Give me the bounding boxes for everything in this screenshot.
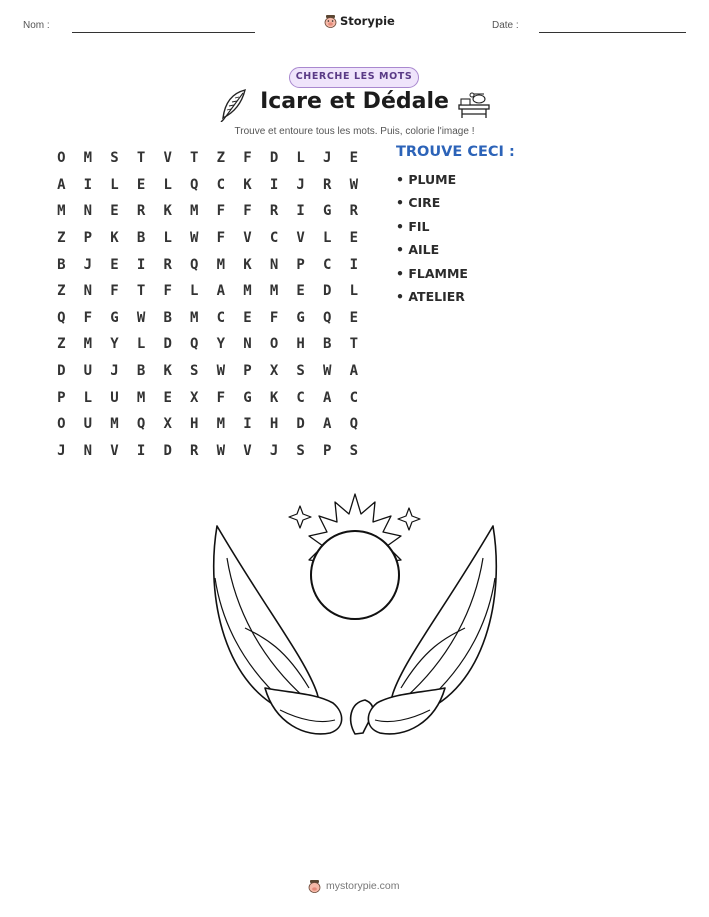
grid-letter[interactable]: L <box>349 283 359 300</box>
name-label: Nom : <box>23 20 50 31</box>
grid-letter[interactable]: F <box>243 203 252 220</box>
grid-letter[interactable]: Z <box>57 283 66 300</box>
grid-letter[interactable]: J <box>296 176 305 193</box>
grid-letter[interactable]: T <box>349 336 359 353</box>
brand-logo <box>324 14 395 28</box>
grid-letter[interactable]: U <box>83 416 93 433</box>
grid-letter[interactable]: Y <box>110 336 119 353</box>
grid-letter[interactable]: T <box>136 150 146 167</box>
grid-letter[interactable]: F <box>216 230 226 247</box>
grid-letter[interactable]: W <box>190 230 199 247</box>
grid-letter[interactable]: N <box>83 283 93 300</box>
grid-letter[interactable]: H <box>269 416 279 433</box>
word-search-grid[interactable] <box>48 145 367 464</box>
grid-letter[interactable]: V <box>163 150 172 167</box>
grid-row <box>48 145 367 172</box>
grid-letter[interactable]: D <box>296 416 305 433</box>
grid-letter[interactable]: Q <box>57 309 66 326</box>
grid-letter[interactable]: I <box>243 416 252 433</box>
pig-logo-icon <box>308 879 321 893</box>
grid-row <box>48 411 367 438</box>
grid-letter[interactable]: L <box>136 336 146 353</box>
grid-letter[interactable]: B <box>163 309 172 326</box>
grid-letter[interactable]: M <box>216 416 226 433</box>
page-title: Icare et Dédale <box>260 89 449 114</box>
grid-letter[interactable]: E <box>163 389 172 406</box>
grid-letter[interactable]: C <box>216 176 226 193</box>
grid-letter[interactable]: U <box>83 363 93 380</box>
grid-letter[interactable]: X <box>269 363 279 380</box>
grid-letter[interactable]: L <box>110 176 119 193</box>
grid-letter[interactable]: H <box>296 336 305 353</box>
grid-letter[interactable]: L <box>163 230 172 247</box>
instructions: Trouve et entoure tous les mots. Puis, colorie l'image ! <box>234 126 475 137</box>
word-item: • CIRE <box>396 195 441 211</box>
grid-letter[interactable]: D <box>323 283 332 300</box>
grid-letter[interactable]: N <box>83 203 93 220</box>
grid-letter[interactable]: I <box>269 176 279 193</box>
grid-letter[interactable]: Z <box>216 150 226 167</box>
grid-letter[interactable]: O <box>57 416 66 433</box>
grid-letter[interactable]: C <box>296 389 305 406</box>
grid-letter[interactable]: M <box>136 389 146 406</box>
grid-letter[interactable]: V <box>243 230 252 247</box>
grid-letter[interactable]: P <box>83 230 93 247</box>
grid-letter[interactable]: P <box>243 363 252 380</box>
grid-letter[interactable]: G <box>323 203 332 220</box>
grid-letter[interactable]: R <box>136 203 146 220</box>
grid-letter[interactable]: S <box>190 363 199 380</box>
grid-letter[interactable]: O <box>269 336 279 353</box>
grid-letter[interactable]: X <box>190 389 199 406</box>
grid-letter[interactable]: W <box>136 309 146 326</box>
grid-letter[interactable]: W <box>349 176 359 193</box>
grid-row <box>48 251 367 278</box>
grid-letter[interactable]: K <box>110 230 119 247</box>
grid-letter[interactable]: Q <box>323 309 332 326</box>
grid-letter[interactable]: R <box>163 256 172 273</box>
grid-letter[interactable]: H <box>190 416 199 433</box>
grid-letter[interactable]: R <box>269 203 279 220</box>
grid-letter[interactable]: N <box>269 256 279 273</box>
grid-row <box>48 331 367 358</box>
date-label: Date : <box>492 20 519 31</box>
footer-url[interactable]: mystorypie.com <box>326 880 400 892</box>
grid-letter[interactable]: M <box>216 256 226 273</box>
grid-letter[interactable]: L <box>83 389 93 406</box>
word-item: • FIL <box>396 218 430 234</box>
grid-letter[interactable]: K <box>243 176 252 193</box>
grid-letter[interactable]: N <box>83 442 93 459</box>
grid-letter[interactable]: A <box>323 416 332 433</box>
grid-letter[interactable]: D <box>163 336 172 353</box>
grid-letter[interactable]: D <box>57 363 66 380</box>
grid-letter[interactable]: D <box>163 442 172 459</box>
grid-letter[interactable]: Z <box>57 336 66 353</box>
pig-logo-icon <box>324 14 337 28</box>
grid-letter[interactable]: K <box>163 363 172 380</box>
grid-letter[interactable]: Q <box>190 256 199 273</box>
grid-letter[interactable]: V <box>110 442 119 459</box>
grid-letter[interactable]: M <box>190 309 199 326</box>
grid-letter[interactable]: O <box>57 150 66 167</box>
grid-row <box>48 278 367 305</box>
grid-letter[interactable]: L <box>296 150 305 167</box>
grid-letter[interactable]: R <box>323 176 332 193</box>
grid-letter[interactable]: B <box>136 230 146 247</box>
grid-letter[interactable]: A <box>216 283 226 300</box>
grid-letter[interactable]: W <box>216 442 226 459</box>
grid-letter[interactable]: F <box>163 283 172 300</box>
grid-letter[interactable]: P <box>323 442 332 459</box>
grid-letter[interactable]: J <box>83 256 93 273</box>
date-line[interactable] <box>539 32 686 33</box>
wings-sun-illustration <box>205 488 505 746</box>
grid-letter[interactable]: A <box>323 389 332 406</box>
grid-letter[interactable]: G <box>243 389 252 406</box>
grid-letter[interactable]: W <box>216 363 226 380</box>
grid-letter[interactable]: B <box>323 336 332 353</box>
grid-letter[interactable]: E <box>296 283 305 300</box>
grid-letter[interactable]: K <box>163 203 172 220</box>
brand-name: Storypie <box>340 14 395 28</box>
grid-letter[interactable]: N <box>243 336 252 353</box>
grid-letter[interactable]: G <box>110 309 119 326</box>
grid-letter[interactable]: D <box>269 150 279 167</box>
grid-letter[interactable]: B <box>136 363 146 380</box>
grid-letter[interactable]: M <box>57 203 66 220</box>
grid-letter[interactable]: Q <box>190 336 199 353</box>
word-list <box>396 144 515 308</box>
grid-letter[interactable]: S <box>296 363 305 380</box>
grid-letter[interactable]: C <box>269 230 279 247</box>
grid-letter[interactable]: S <box>110 150 119 167</box>
name-line[interactable] <box>72 32 255 33</box>
grid-letter[interactable]: Q <box>190 176 199 193</box>
grid-letter[interactable]: C <box>216 309 226 326</box>
grid-letter[interactable]: G <box>296 309 305 326</box>
grid-letter[interactable]: V <box>243 442 252 459</box>
word-item: • AILE <box>396 242 440 258</box>
grid-letter[interactable]: F <box>83 309 93 326</box>
grid-letter[interactable]: R <box>190 442 199 459</box>
grid-letter[interactable]: M <box>110 416 119 433</box>
grid-letter[interactable]: U <box>110 389 119 406</box>
grid-letter[interactable]: X <box>163 416 172 433</box>
grid-row <box>48 225 367 252</box>
grid-row <box>48 172 367 199</box>
grid-letter[interactable]: L <box>163 176 172 193</box>
grid-letter[interactable]: R <box>349 203 359 220</box>
grid-letter[interactable]: Z <box>57 230 66 247</box>
grid-letter[interactable]: E <box>110 256 119 273</box>
grid-letter[interactable]: F <box>216 389 226 406</box>
grid-letter[interactable]: J <box>110 363 119 380</box>
activity-badge: CHERCHE LES MOTS <box>289 67 419 88</box>
grid-letter[interactable]: M <box>243 283 252 300</box>
grid-letter[interactable]: E <box>349 150 359 167</box>
grid-letter[interactable]: S <box>296 442 305 459</box>
grid-letter[interactable]: Q <box>349 416 359 433</box>
grid-letter[interactable]: L <box>323 230 332 247</box>
grid-row <box>48 358 367 385</box>
grid-row <box>48 198 367 225</box>
footer <box>308 879 400 893</box>
grid-letter[interactable]: P <box>296 256 305 273</box>
grid-letter[interactable]: M <box>269 283 279 300</box>
grid-letter[interactable]: S <box>349 442 359 459</box>
grid-letter[interactable]: I <box>296 203 305 220</box>
grid-letter[interactable]: F <box>216 203 226 220</box>
grid-letter[interactable]: E <box>110 203 119 220</box>
grid-letter[interactable]: B <box>57 256 66 273</box>
grid-letter[interactable]: F <box>269 309 279 326</box>
grid-letter[interactable]: I <box>83 176 93 193</box>
grid-row <box>48 305 367 332</box>
grid-letter[interactable]: J <box>57 442 66 459</box>
grid-letter[interactable]: E <box>349 230 359 247</box>
grid-letter[interactable]: L <box>190 283 199 300</box>
grid-letter[interactable]: F <box>243 150 252 167</box>
grid-letter[interactable]: A <box>349 363 359 380</box>
grid-letter[interactable]: F <box>110 283 119 300</box>
grid-letter[interactable]: I <box>136 256 146 273</box>
grid-letter[interactable]: J <box>269 442 279 459</box>
grid-letter[interactable]: E <box>136 176 146 193</box>
grid-letter[interactable]: W <box>323 363 332 380</box>
grid-letter[interactable]: A <box>57 176 66 193</box>
grid-letter[interactable]: M <box>83 150 93 167</box>
word-item: • FLAMME <box>396 265 468 281</box>
grid-letter[interactable]: T <box>190 150 199 167</box>
grid-letter[interactable]: E <box>349 309 359 326</box>
desk-icon <box>457 91 491 119</box>
grid-letter[interactable]: K <box>269 389 279 406</box>
grid-letter[interactable]: C <box>323 256 332 273</box>
word-item: • PLUME <box>396 172 457 187</box>
grid-letter[interactable]: M <box>190 203 199 220</box>
grid-letter[interactable]: P <box>57 389 66 406</box>
grid-letter[interactable]: V <box>296 230 305 247</box>
grid-letter[interactable]: E <box>243 309 252 326</box>
grid-letter[interactable]: I <box>349 256 359 273</box>
grid-letter[interactable]: C <box>349 389 359 406</box>
grid-letter[interactable]: M <box>83 336 93 353</box>
grid-letter[interactable]: T <box>136 283 146 300</box>
word-list-title: TROUVE CECI : <box>396 144 515 160</box>
grid-row <box>48 438 367 465</box>
grid-letter[interactable]: J <box>323 150 332 167</box>
grid-letter[interactable]: I <box>136 442 146 459</box>
grid-letter[interactable]: Q <box>136 416 146 433</box>
grid-letter[interactable]: Y <box>216 336 226 353</box>
grid-row <box>48 384 367 411</box>
grid-letter[interactable]: K <box>243 256 252 273</box>
word-item: • ATELIER <box>396 288 465 304</box>
